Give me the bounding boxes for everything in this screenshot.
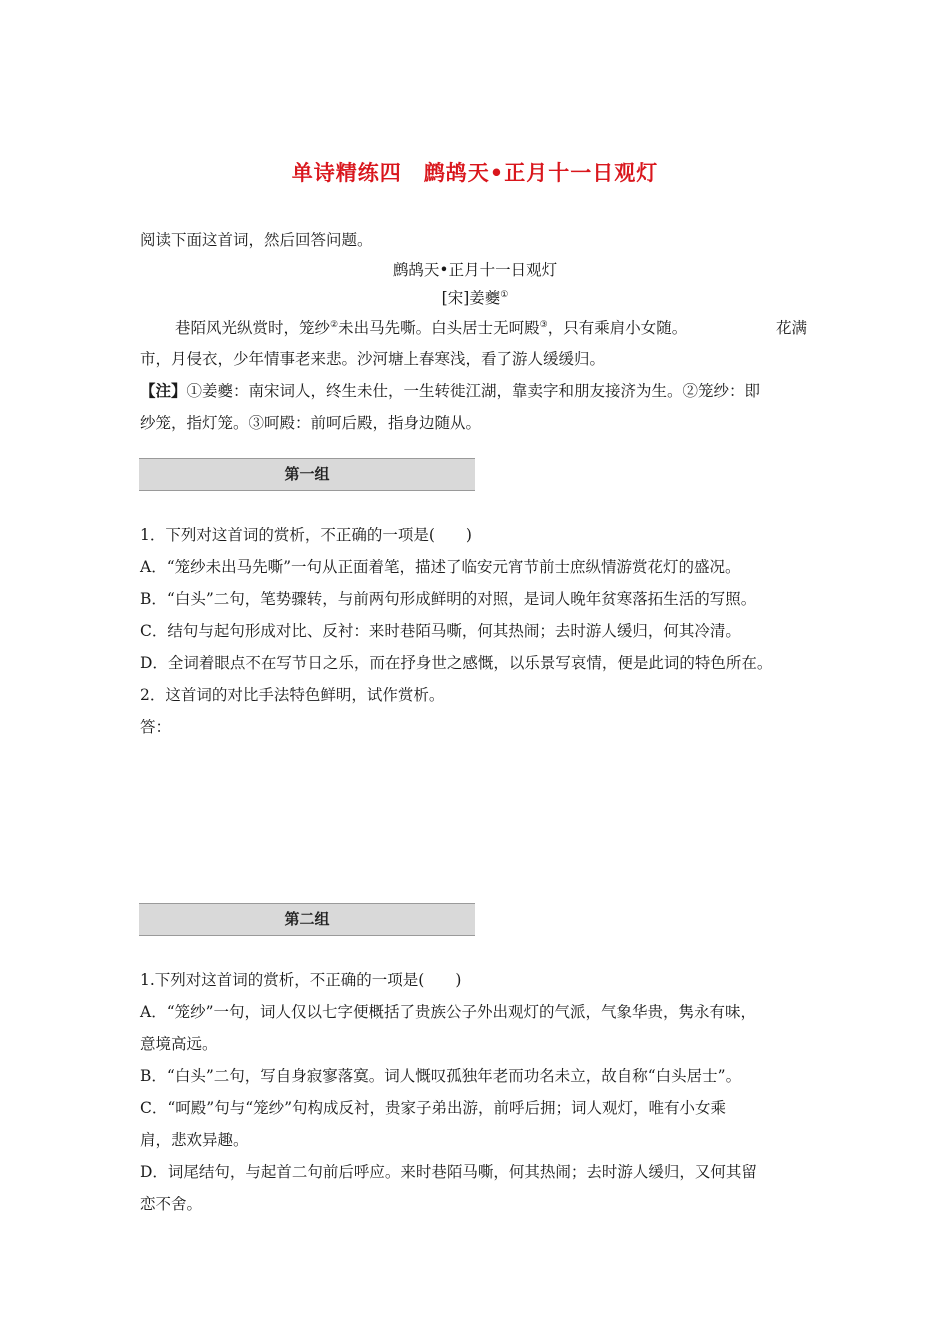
answer-label: 答： [140,718,172,736]
g1-option-c: C．结句与起句形成对比、反衬：来时巷陌马嘶，何其热闹；去时游人缓归，何其冷清。 [140,622,741,640]
poem-line-2: 市，月侵衣，少年情事老来悲。沙河塘上春寒浅，看了游人缓缓归。 [140,350,606,368]
g1-option-b: B．“白头”二句，笔势骤转，与前两句形成鲜明的对照，是词人晚年贫寒落拓生活的写照。 [140,590,757,608]
g2-option-d-line-2: 恋不舍。 [140,1195,203,1213]
g1-option-d: D．全词着眼点不在写节日之乐，而在抒身世之感慨，以乐景写哀情，便是此词的特色所在。 [140,654,773,672]
poem-author: [宋]姜夔① [441,289,509,307]
instruction-text: 阅读下面这首词，然后回答问题。 [140,231,373,249]
g2-option-a-line-1: A．“笼纱”一句，词人仅以七字便概括了贵族公子外出观灯的气派，气象华贵，隽永有味， [140,1003,757,1021]
g2-option-b: B．“白头”二句，写自身寂寥落寞。词人慨叹孤独年老而功名未立，故自称“白头居士”。 [140,1067,742,1085]
group-1-header: 第一组 [139,458,475,491]
footnote-mark: ① [500,290,509,300]
g2-question-1: 1.下列对这首词的赏析，不正确的一项是( ) [140,971,462,989]
g1-question-1: 1．下列对这首词的赏析，不正确的一项是( ) [140,526,472,544]
page-title: 单诗精练四 鹧鸪天•正月十一日观灯 [291,161,659,185]
g1-option-a: A．“笼纱未出马先嘶”一句从正面着笔，描述了临安元宵节前士庶纵情游赏花灯的盛况。 [140,558,741,576]
g2-option-c-line-1: C．“呵殿”句与“笼纱”句构成反衬，贵家子弟出游，前呼后拥；词人观灯，唯有小女乘 [140,1099,727,1117]
g2-option-d-line-1: D．词尾结句，与起首二句前后呼应。来时巷陌马嘶，何其热闹；去时游人缓归，又何其留 [140,1163,757,1181]
note-line-2: 纱笼，指灯笼。③呵殿：前呵后殿，指身边随从。 [140,414,482,432]
group-2-header: 第二组 [139,903,475,936]
g2-option-c-line-2: 肩，悲欢异趣。 [140,1131,249,1149]
note-tag: 【注】 [140,382,187,400]
poem-line-1-end: 花满 [776,319,808,337]
poem-title: 鹧鸪天•正月十一日观灯 [392,261,558,279]
note-line-1: 【注】①姜夔：南宋词人，终生未仕，一生转徙江湖，靠卖字和朋友接济为生。②笼纱：即 [140,382,761,400]
poem-line-1: 巷陌风光纵赏时，笼纱②未出马先嘶。白头居士无呵殿③，只有乘肩小女随。 [175,319,688,337]
g2-option-a-line-2: 意境高远。 [140,1035,218,1053]
g1-question-2: 2．这首词的对比手法特色鲜明，试作赏析。 [140,686,445,704]
